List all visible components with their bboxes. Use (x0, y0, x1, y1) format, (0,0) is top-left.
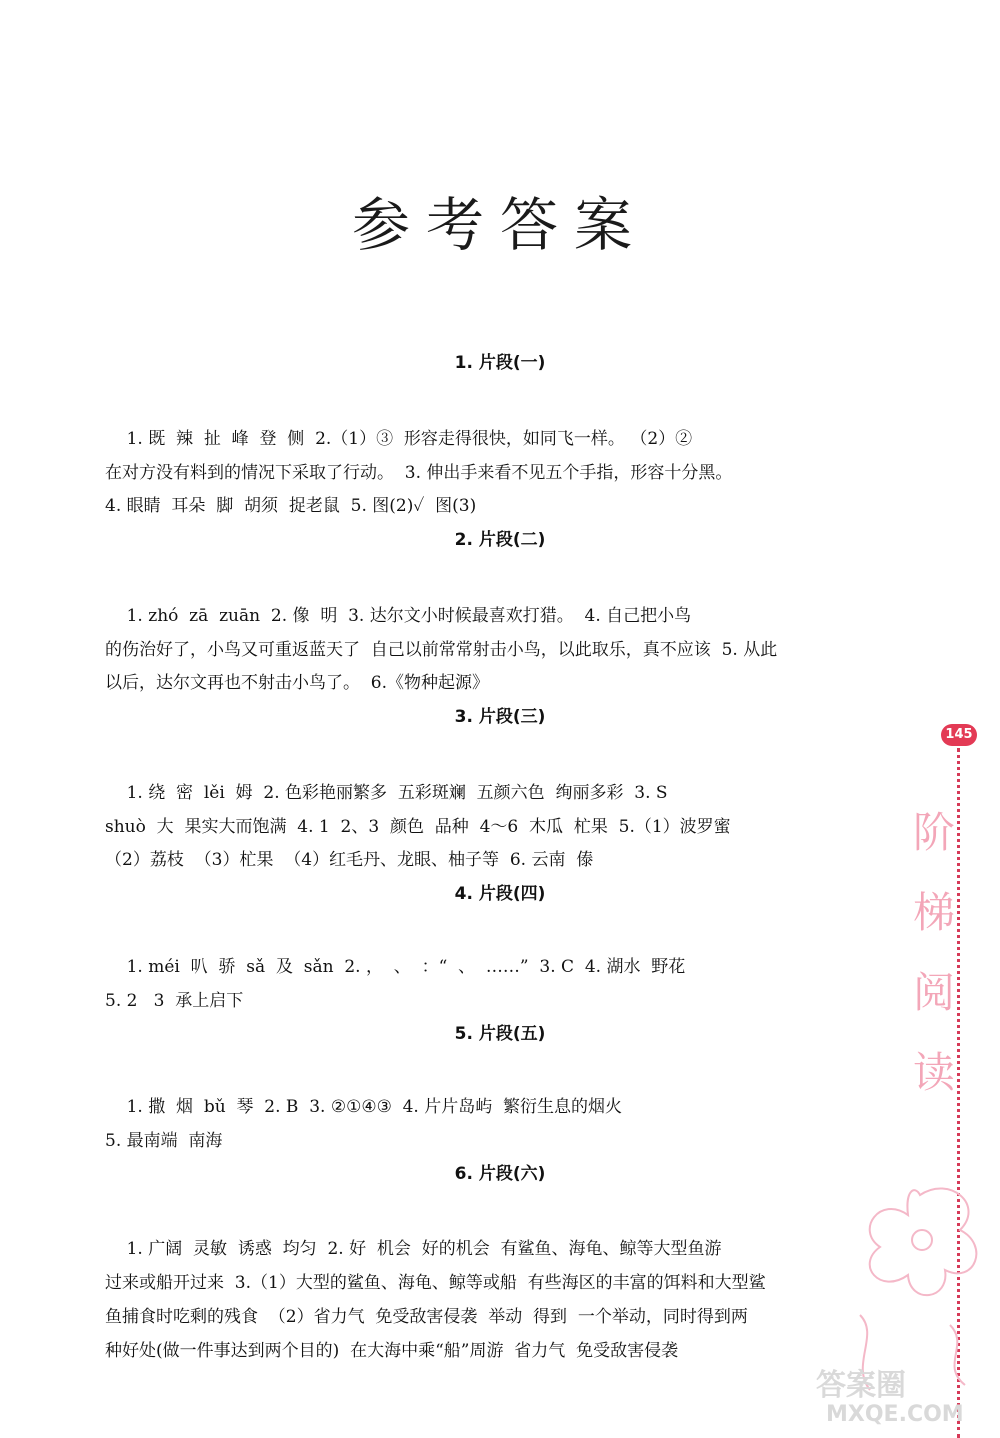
section-heading: 2. 片段(二) (454, 530, 546, 550)
answer-line: （2）荔枝 （3）杧果 （4）红毛丹、龙眼、柚子等 6. 云南 傣 (105, 850, 594, 870)
answer-line: 种好处(做一件事达到两个目的) 在大海中乘“船”周游 省力气 免受敌害侵袭 (105, 1341, 679, 1361)
answer-line: 1. 撒 烟 bǔ 琴 2. B 3. ②①④③ 4. 片片岛屿 繁衍生息的烟火 (105, 1097, 623, 1117)
answer-line: 以后，达尔文再也不射击小鸟了。 6.《物种起源》 (105, 673, 490, 693)
section-heading: 3. 片段(三) (454, 707, 546, 727)
side-char: 读 (912, 1048, 955, 1097)
watermark-url: MXQE.COM (826, 1402, 964, 1427)
answer-line: 4. 眼睛 耳朵 脚 胡须 捉老鼠 5. 图(2)✓ 图(3) (105, 496, 477, 516)
watermark: 答案圈 (816, 1368, 906, 1403)
answer-line: 1. 广阔 灵敏 诱惑 均匀 2. 好 机会 好的机会 有鲨鱼、海龟、鲸等大型鱼游 (105, 1239, 722, 1259)
answer-line: 过来或船开过来 3.（1）大型的鲨鱼、海龟、鲸等或船 有些海区的丰富的饵料和大型鲨 (105, 1273, 766, 1293)
answer-line: 1. 绕 密 lěi 姆 2. 色彩艳丽繁多 五彩斑斓 五颜六色 绚丽多彩 3. S (105, 783, 668, 803)
side-char: 阅 (912, 968, 955, 1017)
section-heading: 1. 片段(一) (454, 353, 546, 373)
answer-line: 鱼捕食时吃剩的残食 （2）省力气 免受敌害侵袭 举动 得到 一个举动，同时得到两 (105, 1307, 748, 1327)
answer-line: 的伤治好了，小鸟又可重返蓝天了 自己以前常常射击小鸟，以此取乐，真不应该 5. 从此 (105, 640, 778, 660)
side-char: 梯 (912, 888, 955, 937)
page-title: 参考答案 (351, 191, 648, 259)
answer-line: 1. 既 辣 扯 峰 登 侧 2.（1）③ 形容走得很快，如同飞一样。 （2）② (105, 429, 693, 449)
answer-line: shuò 大 果实大而饱满 4. 1 2、3 颜色 品种 4～6 木瓜 杧果 5.（1）波罗蜜 (105, 817, 731, 837)
section-heading: 6. 片段(六) (454, 1164, 546, 1184)
section-heading: 4. 片段(四) (454, 884, 546, 904)
page-number-badge: 145 (941, 724, 977, 746)
answer-line: 5. 2 3 承上启下 (105, 991, 244, 1011)
answer-line: 1. zhó zā zuān 2. 像 明 3. 达尔文小时候最喜欢打猎。 4. 自己把小鸟 (105, 606, 692, 626)
answer-line: 5. 最南端 南海 (105, 1131, 223, 1151)
answer-line: 在对方没有料到的情况下采取了行动。 3. 伸出手来看不见五个手指，形容十分黑。 (105, 463, 733, 483)
section-heading: 5. 片段(五) (454, 1024, 546, 1044)
side-char: 阶 (912, 808, 955, 857)
answer-line: 1. méi 叭 骄 sǎ 及 sǎn 2. ， 、 ：“ 、 ……” 3. C 4. 湖水 野花 (105, 957, 686, 977)
